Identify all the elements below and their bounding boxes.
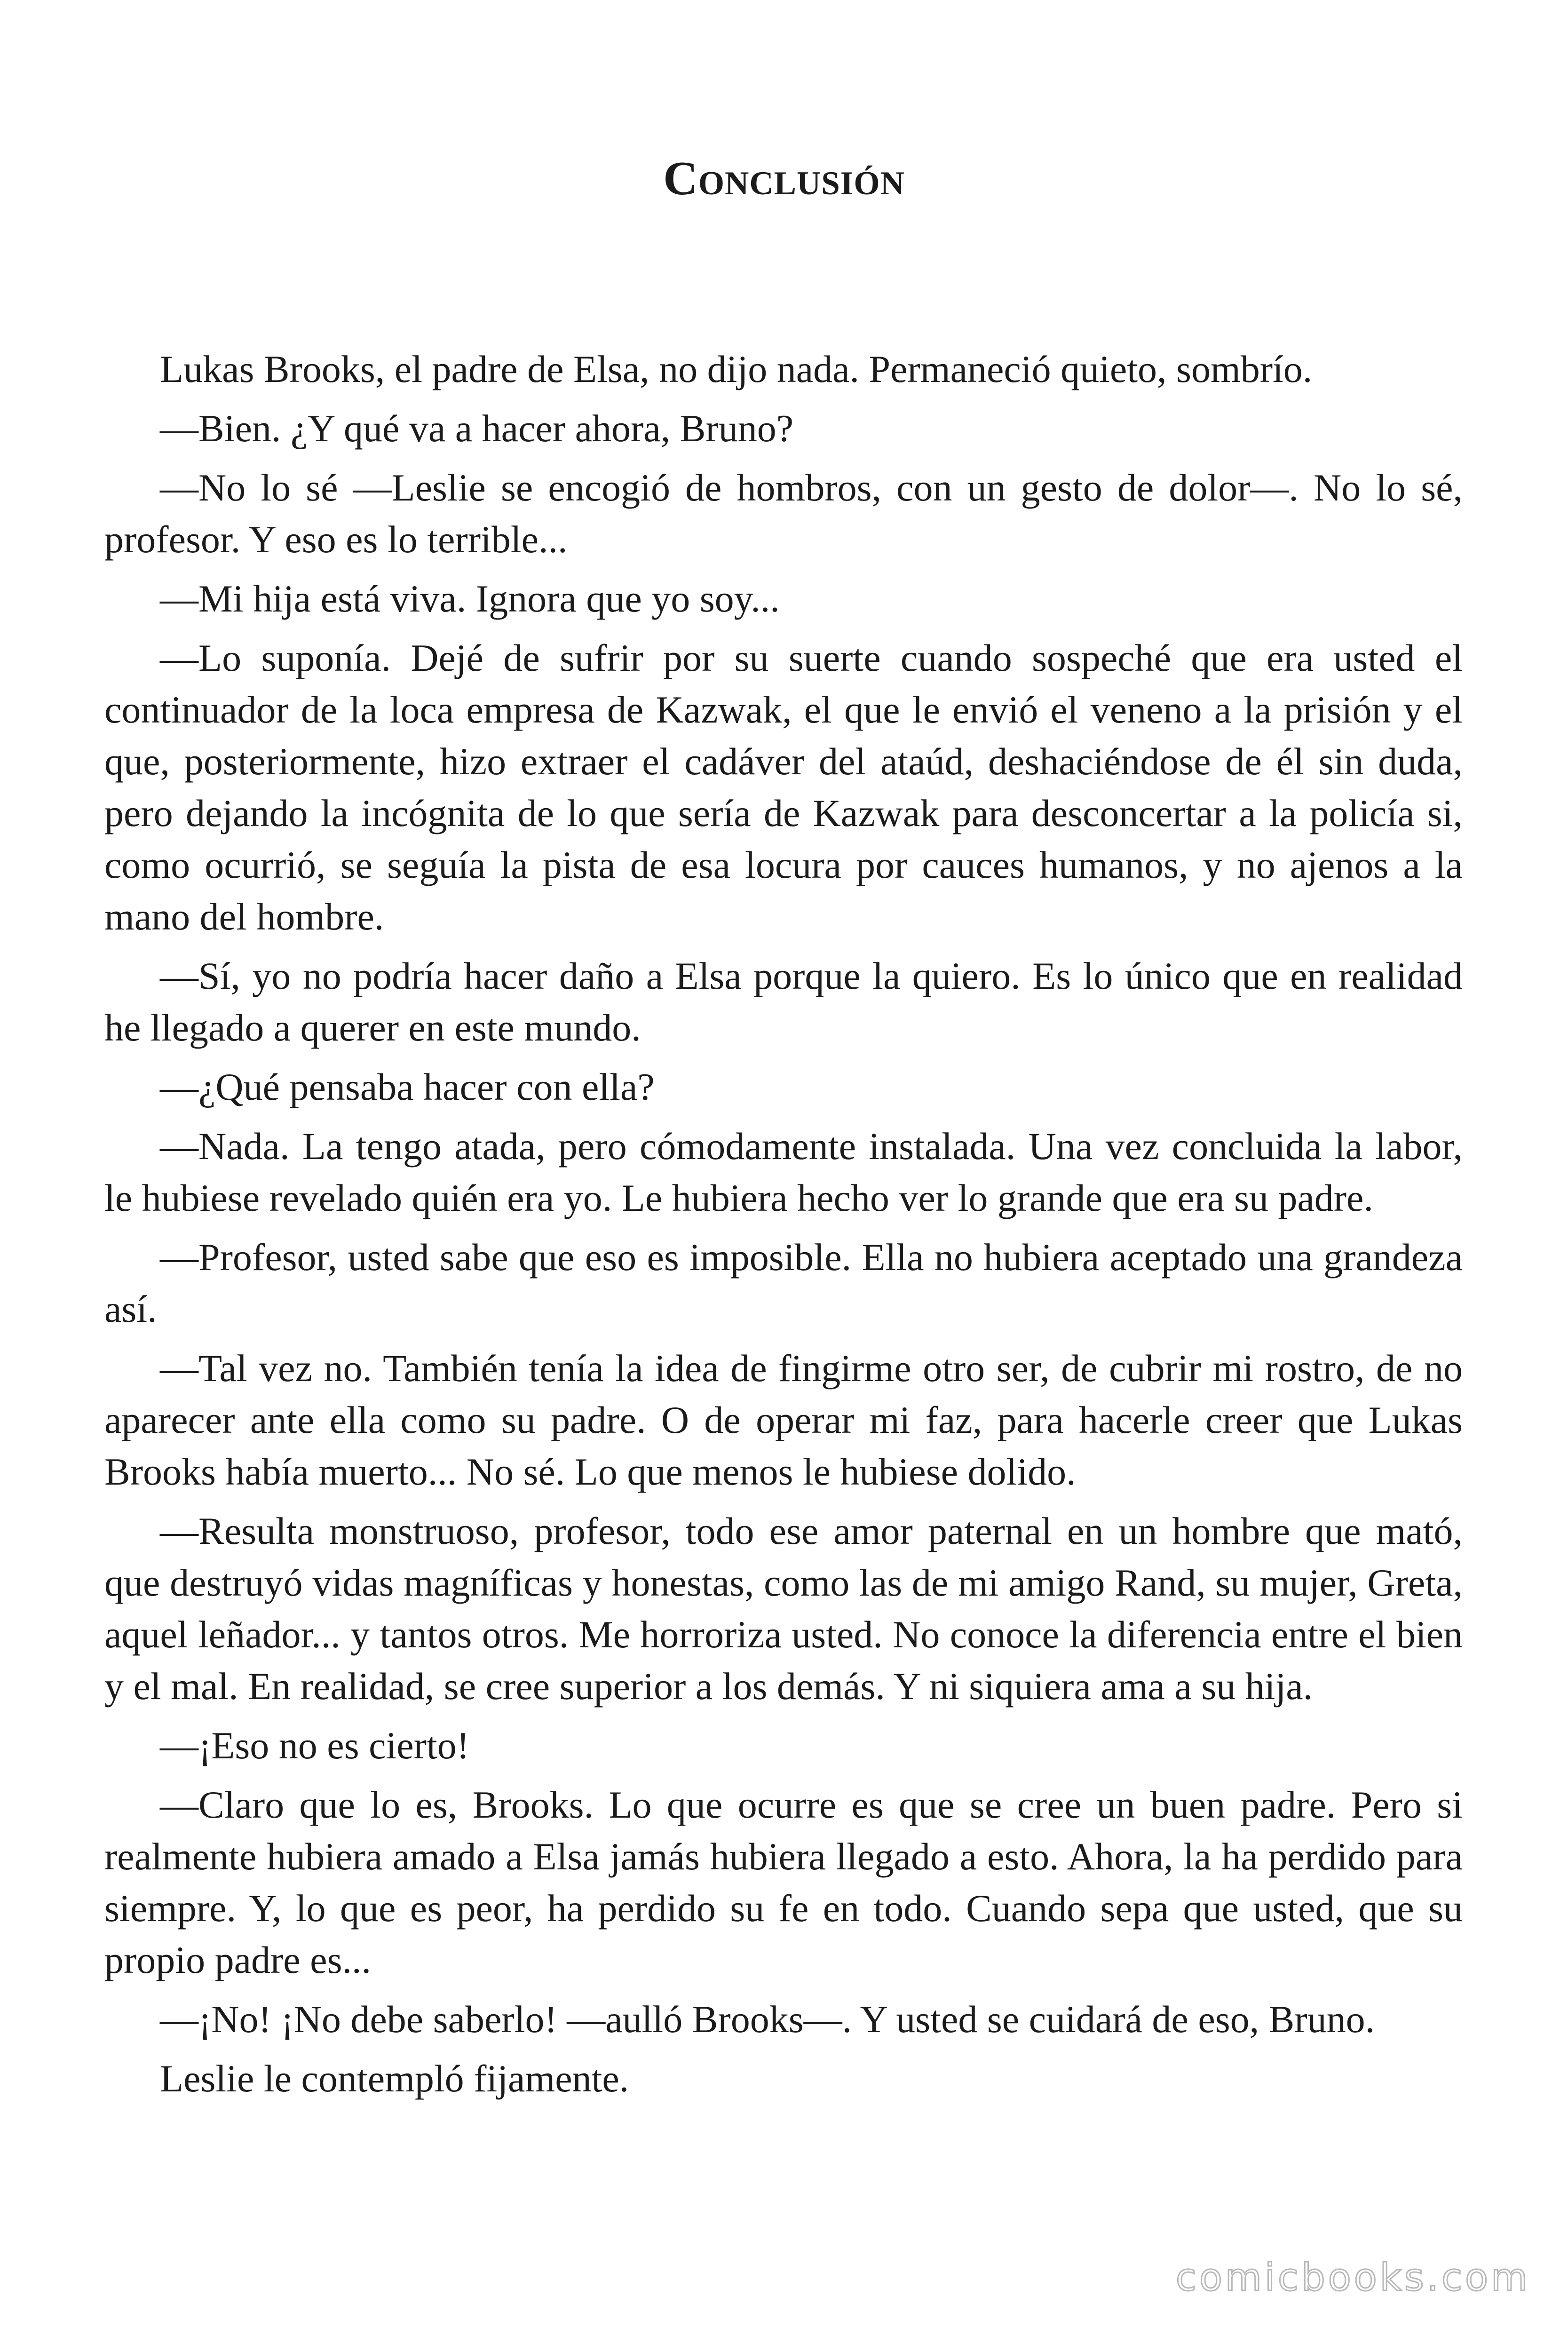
watermark-logo: comicbooks.com [1175,2256,1530,2299]
paragraph: —Profesor, usted sabe que eso es imposible. Ella no hubiera aceptado una grandeza así. [104,1236,1463,1330]
chapter-title: Conclusión [663,152,905,205]
paragraph: —Claro que lo es, Brooks. Lo que ocurre es que se cree un buen padre. Pero si realmente hubiera amado a Elsa jamás hubiera llegado a esto. Ahora, la ha perdido para siempre. Y, lo que es peor, ha perdido su fe en todo. Cuando sepa que usted, que su propio padre es... [104,1783,1463,1981]
paragraph: —Lo suponía. Dejé de sufrir por su suerte cuando sospeché que era usted el continuador de la loca empresa de Kazwak, el que le envió el veneno a la prisión y el que, posteriormente, hizo extraer el cadáver del ataúd, deshaciéndose de él sin duda, pero dejando la incógnita de lo que sería de Kazwak para desconcertar a la policía si, como ocurrió, se seguía la pista de esa locura por cauces humanos, y no ajenos a la mano del hombre. [104,636,1463,938]
paragraph: —Bien. ¿Y qué va a hacer ahora, Bruno? [160,407,794,450]
paragraph: Lukas Brooks, el padre de Elsa, no dijo nada. Permaneció quieto, sombrío. [160,348,1313,390]
chapter-body [104,343,1463,2112]
paragraph: —No lo sé —Leslie se encogió de hombros, con un gesto de dolor—. No lo sé, profesor. Y eso es lo terrible... [104,466,1463,561]
paragraph: —¡No! ¡No debe saberlo! —aulló Brooks—. Y usted se cuidará de eso, Bruno. [160,1998,1375,2041]
paragraph: —Mi hija está viva. Ignora que yo soy... [160,577,780,620]
paragraph: —Resulta monstruoso, profesor, todo ese amor paternal en un hombre que mató, que destruyó vidas magníficas y honestas, como las de mi amigo Rand, su mujer, Greta, aquel leñador... y tantos otros. Me horroriza usted. No conoce la diferencia entre el bien y el mal. En realidad, se cree superior a los demás. Y ni siquiera ama a su hija. [104,1510,1463,1708]
paragraph: —¿Qué pensaba hacer con ella? [160,1065,655,1108]
paragraph: —¡Eso no es cierto! [160,1724,470,1767]
paragraph: Leslie le contempló fijamente. [160,2057,629,2100]
paragraph: —Tal vez no. También tenía la idea de fingirme otro ser, de cubrir mi rostro, de no aparecer ante ella como su padre. O de operar mi faz, para hacerle creer que Lukas Brooks había muerto... No sé. Lo que menos le hubiese dolido. [104,1347,1463,1493]
paragraph: —Sí, yo no podría hacer daño a Elsa porque la quiero. Es lo único que en realidad he llegado a querer en este mundo. [104,954,1463,1049]
paragraph: —Nada. La tengo atada, pero cómodamente instalada. Una vez concluida la labor, le hubiese revelado quién era yo. Le hubiera hecho ver lo grande que era su padre. [104,1125,1463,1219]
